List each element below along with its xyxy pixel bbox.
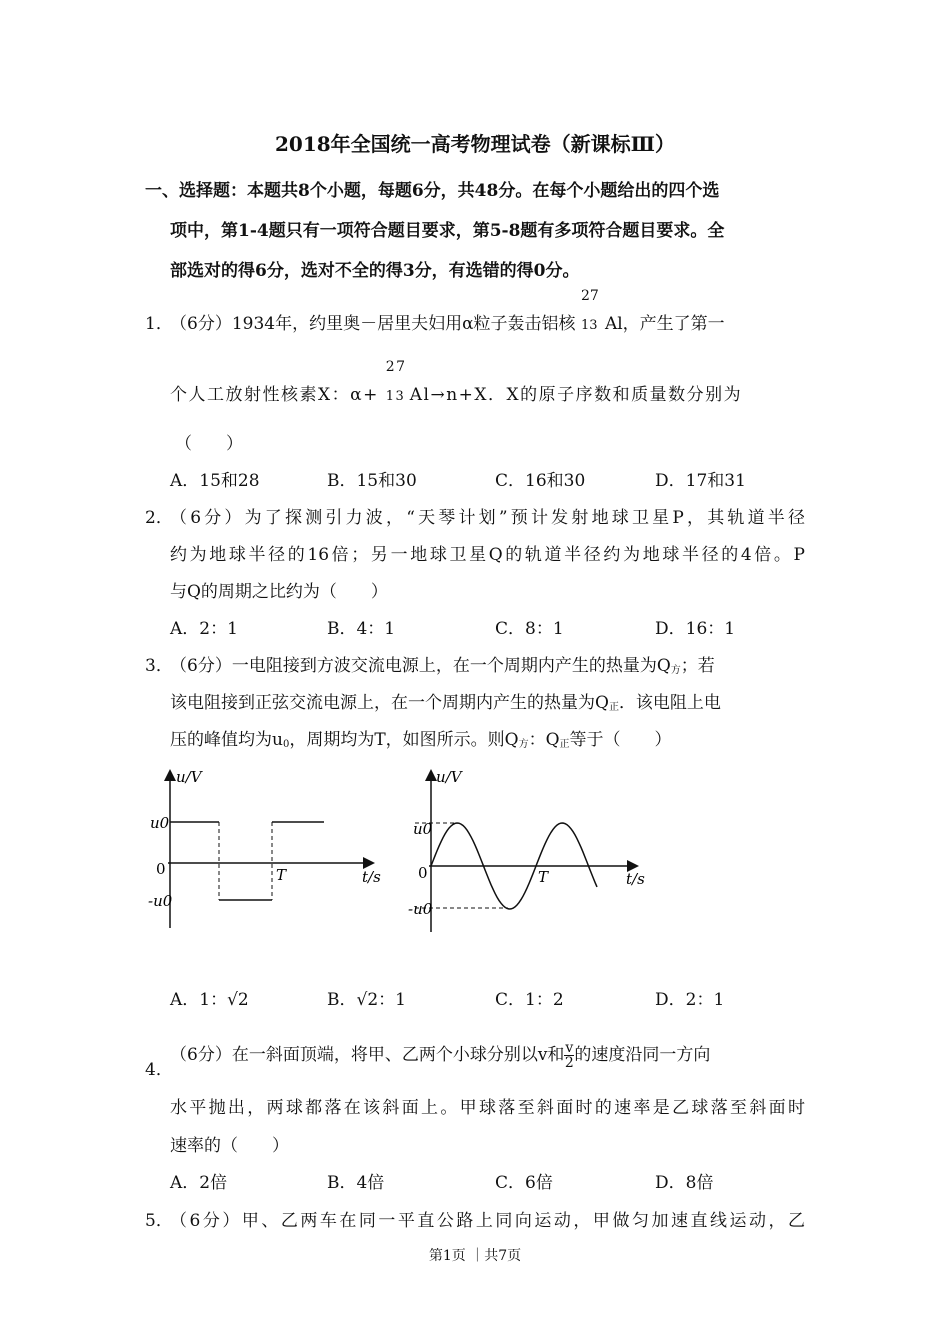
neg-u0-label: -u0 [408,900,433,918]
option-a[interactable]: A．15和28 [170,471,260,491]
neg-u0-label: -u0 [148,892,173,910]
option-a[interactable]: A．2：1 [170,619,238,639]
fraction [564,1041,574,1070]
square-wave-graph [168,772,372,928]
zero-label: 0 [156,860,166,878]
question-text [170,359,743,405]
option-a[interactable]: A．1：√2 [170,990,249,1010]
text: （6分）在一斜面顶端，将甲、乙两个小球分别以v和 [170,1045,565,1065]
text: ；若 [680,656,715,676]
section-heading-line: 一、选择题：本题共8个小题，每题6分，共48分。在每个小题给出的四个选 [145,181,720,201]
text: Al，产生了第一 [604,314,725,334]
question-text [170,688,721,713]
period-label: T [276,866,287,884]
question-number: 1． [145,314,173,334]
text: 该电阻接到正弦交流电源上，在一个周期内产生的热量为Q [170,693,609,713]
page-footer: 第1页 ｜共7页 [428,1248,522,1264]
question-text [170,651,715,676]
mass-number: 27 [580,288,599,304]
option-d[interactable]: D．2：1 [655,990,725,1010]
question-text: （6分）甲、乙两车在同一平直公路上同向运动，甲做匀加速直线运动，乙 [170,1211,805,1231]
question-text: 约为地球半径的16倍；另一地球卫星Q的轨道半径约为地球半径的4倍。P [170,545,805,565]
option-c[interactable]: C．6倍 [495,1173,553,1193]
option-a[interactable]: A．2倍 [170,1173,228,1193]
u0-label: u0 [150,814,170,832]
option-b[interactable]: B．4倍 [327,1173,385,1193]
text: 的速度沿同一方向 [574,1045,711,1065]
page-title: 2018年全国统一高考物理试卷（新课标Ⅲ） [274,132,676,156]
square-wave [170,822,324,900]
option-d[interactable]: D．16：1 [655,619,736,639]
text: 等于（ ） [569,730,672,750]
option-b[interactable]: B．4：1 [327,619,396,639]
y-axis-label: u/V [436,768,462,786]
atomic-number: 13 [580,318,598,333]
x-axis-label: t/s [626,870,645,888]
option-d[interactable]: D．17和31 [655,471,746,491]
text: 压的峰值均为u [170,730,283,750]
numerator: v [565,1040,574,1056]
section-heading-line: 项中，第1-4题只有一项符合题目要求，第5-8题有多项符合题目要求。全 [170,221,725,241]
denominator: 2 [564,1055,574,1071]
section-heading-line: 部选对的得6分，选对不全的得3分，有选错的得0分。 [170,261,580,281]
zero-label: 0 [418,864,428,882]
waveform-figure [140,760,660,940]
subscript: 正 [559,739,570,750]
text: ，周期均为T，如图所示。则Q [289,730,519,750]
option-c[interactable]: C．8：1 [495,619,564,639]
period-label: T [538,868,549,886]
mass-number: 27 [385,359,407,375]
option-b[interactable]: B．15和30 [327,471,417,491]
sine-wave-graph [415,772,636,932]
y-axis-label: u/V [176,768,202,786]
question-number: 3． [145,656,173,676]
question-text: （6分）为了探测引力波，“天琴计划”预计发射地球卫星P，其轨道半径 [170,508,805,528]
text: ：Q [528,730,560,750]
option-c[interactable]: C．1：2 [495,990,564,1010]
question-text [170,1040,710,1070]
text: Al→n+X．X的原子序数和质量数分别为 [409,385,743,405]
text: 个人工放射性核素X：α+ [170,385,379,405]
question-number: 5． [145,1211,173,1231]
question-text: 与Q的周期之比约为（ ） [170,582,388,602]
text: （6分）1934年，约里奥－居里夫妇用α粒子轰击铝核 [170,314,576,334]
text: ．该电阻上电 [618,693,721,713]
text: （6分）一电阻接到方波交流电源上，在一个周期内产生的热量为Q [170,656,671,676]
x-axis-label: t/s [362,868,381,886]
option-b[interactable]: B．√2：1 [327,990,406,1010]
atomic-number: 13 [385,389,406,404]
option-d[interactable]: D．8倍 [655,1173,714,1193]
option-c[interactable]: C．16和30 [495,471,586,491]
u0-label: u0 [413,820,433,838]
subscript: 方 [518,739,529,750]
question-text: 水平抛出，两球都落在该斜面上。甲球落至斜面时的速率是乙球落至斜面时 [170,1098,805,1118]
question-text [170,725,672,750]
answer-blank: （ ） [175,434,243,454]
isotope [385,359,410,405]
isotope [580,288,605,334]
subscript: 方 [670,665,681,676]
question-text [170,288,725,334]
question-number: 4． [145,1060,173,1080]
question-text: 速率的（ ） [170,1136,289,1156]
subscript: 0 [282,739,290,750]
dashed-edges [219,822,272,900]
subscript: 正 [608,702,619,713]
question-number: 2． [145,508,173,528]
